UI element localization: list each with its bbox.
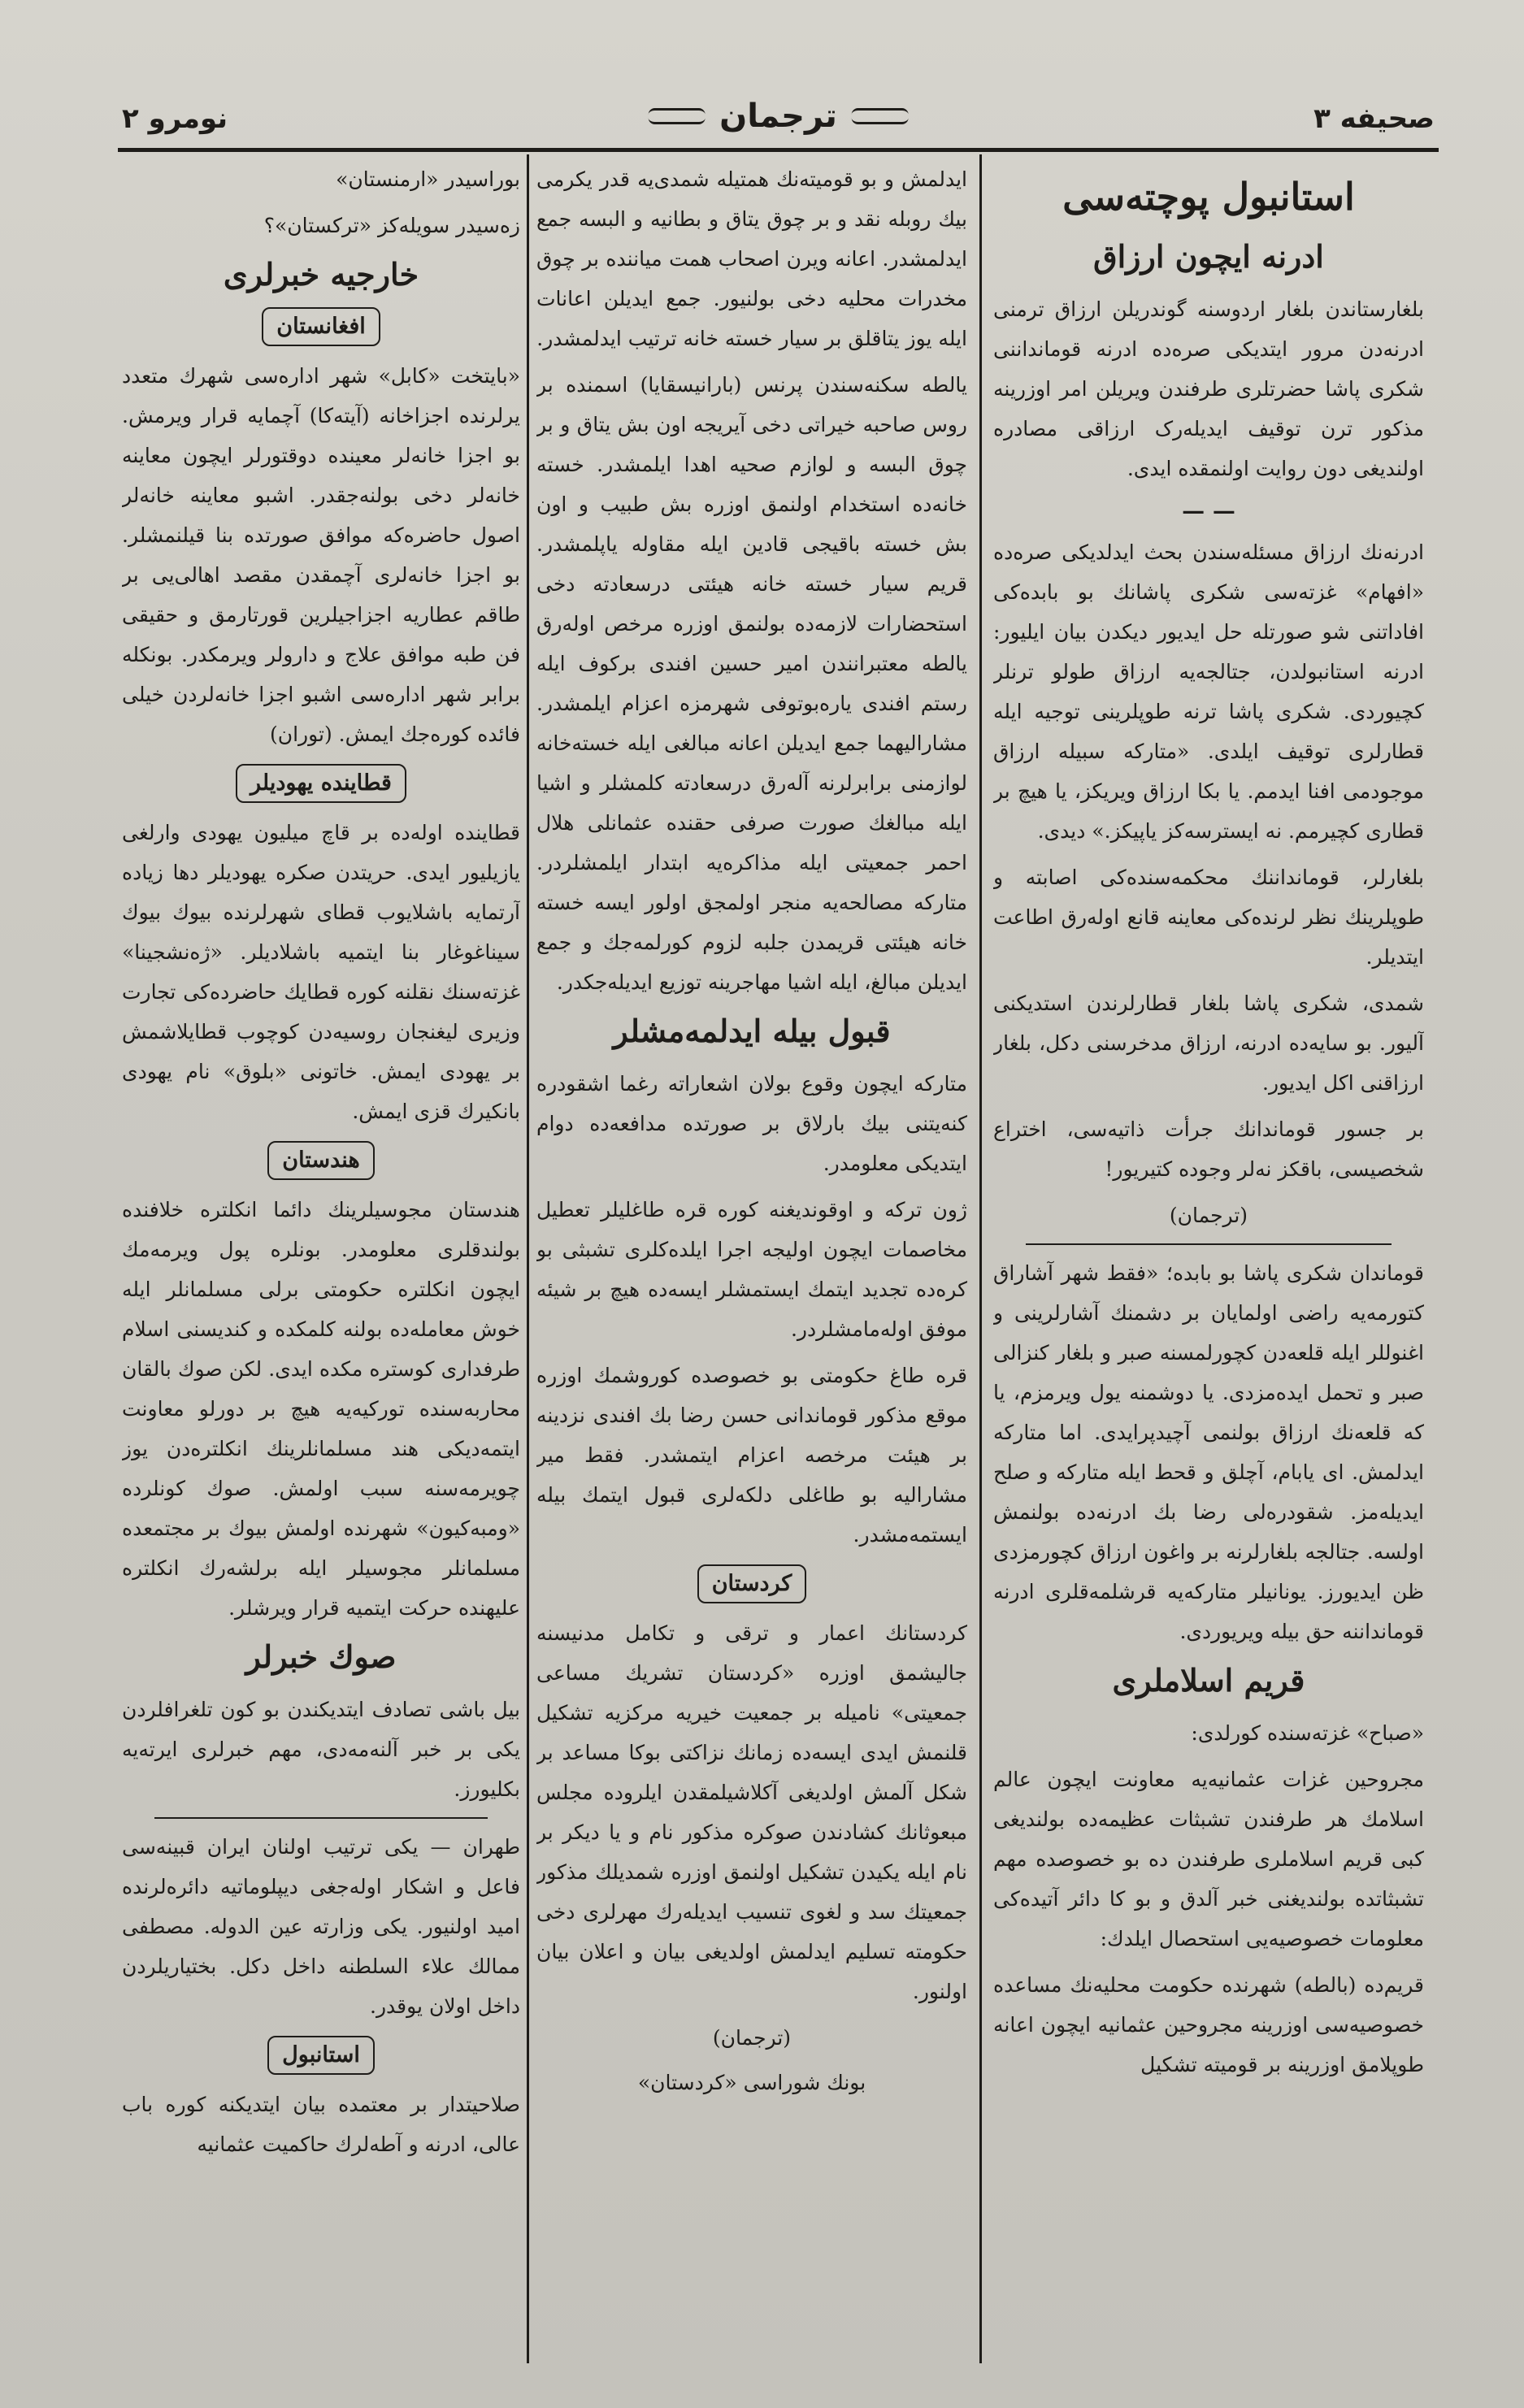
article-paragraph: بلغارستاندن بلغار اردوسنه گوندریلن ارزاق ترمنی ادرنه‌دن مرور ایتدیکی صره‌ده ادرنه قومانداننی شکری پاشا حضرتلری طرفندن ویریلن امر اوزرینه مذکور ترن توقیف ایدیله‌رک ارزاقی مصادره اولندیغی دون روایت اولنمقده ایدی. (993, 297, 1424, 480)
section-kurdistan (536, 1564, 967, 1603)
column-right (993, 159, 1424, 2359)
article-paragraph: «صباح» غزته‌سنده کورلدی: (1191, 1721, 1424, 1745)
column-divider (979, 154, 982, 2363)
article-paragraph: مجروحین غزات عثمانیه‌یه معاونت ایچون عالم اسلامك هر طرفندن تشبثات عظیمه‌ده بولندیغی کبی قریم اسلاملری طرفندن ده بو خصوصده مهم تشبثاتده بولندیغنی خبر آلدق و بو کا دائر آتیده‌کی معلومات خصوصیه‌یی استحصال ایلدك: (993, 1768, 1424, 1950)
article-paragraph: بلغارلر، قومانداننك محکمه‌سنده‌کی اصابته و طوپلرینك نظر لرنده‌کی معاینه قانع اوله‌رق اطاعت ایتدیلر. (993, 866, 1424, 969)
section-jews-label: قطاینده یهودیلر (236, 764, 406, 803)
divider-line (1026, 1243, 1392, 1245)
section-afghanistan (122, 307, 520, 346)
article-paragraph: قطاینده اوله‌ده بر قاچ میلیون یهودی وارلغی یازیلیور ایدی. حریتدن صکره یهودیلر دها زیاده آرتمایه باشلایوب قطای شهرلرنده بیوك بیوك سیناغوغار بنا ایتمیه باشلادیلر. «ژه‌نشجینا» غزته‌سنك نقلنه کوره قطایك حاضرده‌کی تجارت وزیری لیغنجان روسیه‌دن کوچوب قطایلاشمش بر یهودی ایمش. خاتونی «بلوق» نام یهودی بانکیرك قزی ایمش. (122, 821, 520, 1123)
article-paragraph: صلاحیتدار بر معتمده بیان ایتدیکنه کوره باب عالی، ادرنه و آطه‌لرك حاکمیت عثمانیه (122, 2093, 520, 2156)
article-paragraph: شمدی، شکری پاشا بلغار قطارلرندن استدیکنی آلیور. بو سایه‌ده ادرنه، ارزاق مدخرسنی دکل، بلغار ارزاقنی اکل ایدیور. (993, 991, 1424, 1095)
section-istanbul-label: استانبول (267, 2036, 375, 2075)
article-paragraph: ژون ترکه و اوقوندیغنه کوره قره طاغلیلر تعطیل مخاصمات ایچون اولیجه اجرا ایلده‌کلری تشبثی بو کره‌ده تجدید ایتمك ایستمشلر ایسه‌ده هیچ بر شیئه موفق اوله‌مامشلردر. (536, 1198, 967, 1341)
article-paragraph: ادرنه‌نك ارزاق مسئله‌سندن بحث ایدلدیکی صره‌ده «افهام» غزته‌سی شکری پاشانك بو بابده‌کی افاداتنی شو صورتله حل ایدیور دیکدن بیان ایلیور: ادرنه استانبولدن، جتالجه‌یه ارزاق طولو ترنلر کچیوردی. شکری پاشا ترنه طوپلرینی توجیه ایله قطارلری توقیف ایلدی. «متارکه سبیله ارزاق موجودمی افنا ایدمم. یا بکا ارزاق ویریکز، یا هیچ بر قطاری کچیرمم. نه ایسترسه‌کز یاپیکز.» دیدی. (993, 540, 1424, 843)
article-paragraph-tail: بونك شوراسی «کردستان» (637, 2071, 866, 2094)
article-paragraph: بر جسور قوماندانك جرأت ذاتیه‌سی، اختراع شخصیسی، باقکز نه‌لر وجوده کتیریور! (993, 1117, 1424, 1181)
section-kurdistan-label: کردستان (697, 1564, 807, 1603)
column-middle (536, 159, 967, 2359)
article-signature: (ترجمان) (1169, 1204, 1248, 1227)
column-left (122, 159, 520, 2359)
poem-line: بوراسیدر «ارمنستان» (336, 167, 520, 191)
masthead-rule (118, 148, 1439, 152)
headline-foreign-news: خارجیه خبرلری (223, 256, 419, 293)
paper-title-text: ترجمان (719, 98, 837, 135)
section-india-label: هندستان (267, 1141, 374, 1180)
poem-line: زه‌سیدر سویله‌کز «ترکستان»؟ (263, 214, 520, 237)
ornament-left-icon (852, 108, 909, 124)
article-paragraph: قریم‌ده (بالطه) شهرنده حکومت محلیه‌نك مساعده خصوصیه‌سی اوزرینه مجروحین عثمانیه ایچون اعانه طوپلامق اوزرینه بر قومیته تشکیل (993, 1973, 1424, 2076)
section-india (122, 1141, 520, 1180)
ornament-right-icon (648, 108, 705, 124)
paper-title (648, 98, 909, 135)
article-paragraph: قوماندان شکری پاشا بو بابده؛ «فقط شهر آشاراق کتورمه‌یه راضی اولمایان بر دشمنك آشارلرینی و اغنوللر ایله قلعه‌دن کچورلمسنه صبر و بلغار کنزالی صبر و تحمل ایده‌مزدی. یا دوشمنه یول ویرمزم، یا که قلعه‌نك ارزاق بولنمی آچیدپرایدی. اما متارکه ایدلمش. ای یابام، آچلق و قحط ایله متارکه و صلح ایدیله‌مز. شقودره‌لی رضا بك ادرنه‌ده بولنمش اولسه. جتالجه بلغارلرنه بر واغون ارزاق کچورمزدی ظن ایدیورز. یونانیلر متارکه‌یه قرشلمه‌قلری ادرنه قومانداننه حق بیله ویریوردی. (993, 1261, 1424, 1643)
article-paragraph: طهران — یکی ترتیب اولنان ایران قبینه‌سی فاعل و اشکار اوله‌جغی دیپلوماتیه دائره‌لرنده امید اولنیور. یکی وزارته عین الدوله. مصطفی ممالك علاء السلطنه داخل دکل. بختیاریلردن داخل اولان یوقدر. (122, 1835, 520, 2018)
divider-line (154, 1817, 488, 1819)
issue-number: نومرو ۲ (122, 102, 228, 135)
separator: — — (1182, 497, 1235, 524)
article-paragraph: «بایتخت «کابل» شهر اداره‌سی شهرك متعدد یرلرنده اجزاخانه (آیته‌کا) آچمایه قرار ویرمش. بو اجزا خانه‌لر معینده دوقتورلر ایچون معاینه خانه‌لر دخی بولنه‌جقدر. اشبو معاینه خانه‌لر اصول حاضره‌که موافق صورتده بنا قیلنمشلر. بو اجزا خانه‌لری آچمقدن مقصد اهالی‌یی بر طاقم عطاریه اجزاجیلرین قورتارمق و حقیقی فن طبه موافق علاج و دارولر ویرمکدر. بونکله برابر شهر اداره‌سی اشبو اجزا خانه‌لردن خیلی فائده کوره‌جك ایمش. (توران) (122, 364, 520, 746)
section-istanbul (122, 2036, 520, 2075)
article-paragraph: ایدلمش و بو قومیته‌نك همتیله شمدی‌یه قدر یکرمی بیك روبله نقد و بر چوق یتاق و بطانیه و البسه جمع ایدلمشدر. اعانه ویرن اصحاب همت میاننده بر چوق مخدرات محلیه دخی بولنیور. جمع ایدیلن اعانات ایله یوز یتاقلق بر سیار خسته خانه ترتیب ایدلمشدر. (536, 167, 967, 350)
article-paragraph: کردستانك اعمار و ترقی و تکامل مدنیسنه جالیشمق اوزره «کردستان تشریك مساعی جمعیتی» نامیله بر جمعیت خیریه مرکزیه تشکیل قلنمش ایدی ایسه‌ده زمانك نزاکتی بوکا مساعد بر شکل آلمش اولدیغی آکلاشیلمقدن ایلروده مجلس مبعوثانك کشادندن صوکره مذکور نام و یا دیکر بر نام ایله یکیدن تشکیل اولنمق اوزره شمدیلك مذکور جمعیتك سد و لغوی تنسیب ایدیله‌رك مهرلری دخی حکومته تسلیم ایدلمش اولدیغی بیان و اعلان بیان اولنور. (536, 1621, 967, 2003)
article-paragraph: بیل باشی تصادف ایتدیکندن بو کون تلغرافلردن یکی بر خبر آلنه‌مه‌دی، مهم خبرلری ایرته‌یه بکلیورز. (122, 1698, 520, 1801)
article-paragraph: متارکه ایچون وقوع بولان اشعاراته رغما اشقودره کنه‌یتنی بیك بارلاق بر صورتده مدافعه‌ده دوام ایتدیکی معلومدر. (536, 1072, 967, 1175)
column-divider (527, 154, 529, 2363)
headline-crimean-muslims: قریم اسلاملری (1112, 1662, 1305, 1699)
headline-istanbul-post: استانبول پوچته‌سی (1062, 175, 1355, 219)
subhead-edirne-supplies: ادرنه ایچون ارزاق (1093, 238, 1324, 275)
section-afghanistan-label: افغانستان (262, 307, 380, 346)
article-signature: (ترجمان) (712, 2026, 792, 2050)
masthead (122, 96, 1435, 146)
headline-latest-news: صوك خبرلر (245, 1638, 397, 1675)
headline-not-accepted: قبول بیله ایدلمه‌مشلر (613, 1013, 891, 1049)
article-paragraph: هندستان مجوسیلرینك دائما انکلتره خلافنده بولندقلری معلومدر. بونلره پول ویرمه‌مك ایچون انکلتره حکومتی برلی مسلمانلر ایله خوش معامله‌ده بولنه کلمکده و کندیسنی اسلام طرفداری کوستره مکده ایدی. لکن صوك بالقان محاربه‌سنده توركیه‌یه هیچ بر دورلو معاونت ایتمه‌دیکی هند مسلمانلرینك انکلتره‌دن یوز چویرمه‌سنه سبب اولمش. صوك کونلرده «ومبه‌کیون» شهرنده اولمش بیوك بر مجتمعده مسلمانلر مجوسیلر ایله برلشه‌رك انکلتره علیهنده حرکت ایتمیه قرار ویرشلر. (122, 1198, 520, 1620)
page-number: صحیفه ۳ (1313, 102, 1435, 135)
section-jews-in-china (122, 764, 520, 803)
article-paragraph: قره طاغ حکومتی بو خصوصده کوروشمك اوزره موقع مذکور قوماندانی حسن رضا بك افندی نزدینه بر هیئت مرخصه اعزام ایتمشدر. فقط میر مشارالیه بو طاغلی دلکه‌لری قبول ایتمك بیله ایستمه‌مشدر. (536, 1364, 967, 1547)
article-paragraph: یالطه سکنه‌سندن پرنس (بارانیسقایا) اسمنده بر روس صاحبه خیراتی دخی آیریجه اون بش یتاق و بر چوق البسه و لوازم صحیه اهدا ایلمشدر. خسته خانه‌ده استخدام اولنمق اوزره بش طبیب و اون بش خسته باقیجی قادین ایله مقاوله یاپلمشدر. قریم سیار خسته خانه هیئتی درسعادته دخی استحضارات لازمه‌ده بولنمق اوزره مرخص اوله‌رق یالطه معتبرانندن امیر حسین افندی برکوف ایله رستم افندی یاره‌بوتوفی شهرمزه اعزام ایلمشدر. مشارالیهما جمع ایدیلن اعانه مبالغی ایله خسته‌خانه لوازمنی برابرلرنه آله‌رق درسعادته کلمشلر و اشیا ایله مبالغك صورت صرفی حقنده عثمانلی هلال احمر جمعیتی ایله مذاکره‌یه ابتدار ایلمشلردر. متارکه مصالحه‌یه منجر اولمجق اولور ایسه خسته خانه هیئتی قریمدن جلبه لزوم کورلمه‌جك و جمع ایدیلن مبالغ، ایله اشیا مهاجرینه توزیع ایدیله‌جکدر. (536, 373, 967, 994)
